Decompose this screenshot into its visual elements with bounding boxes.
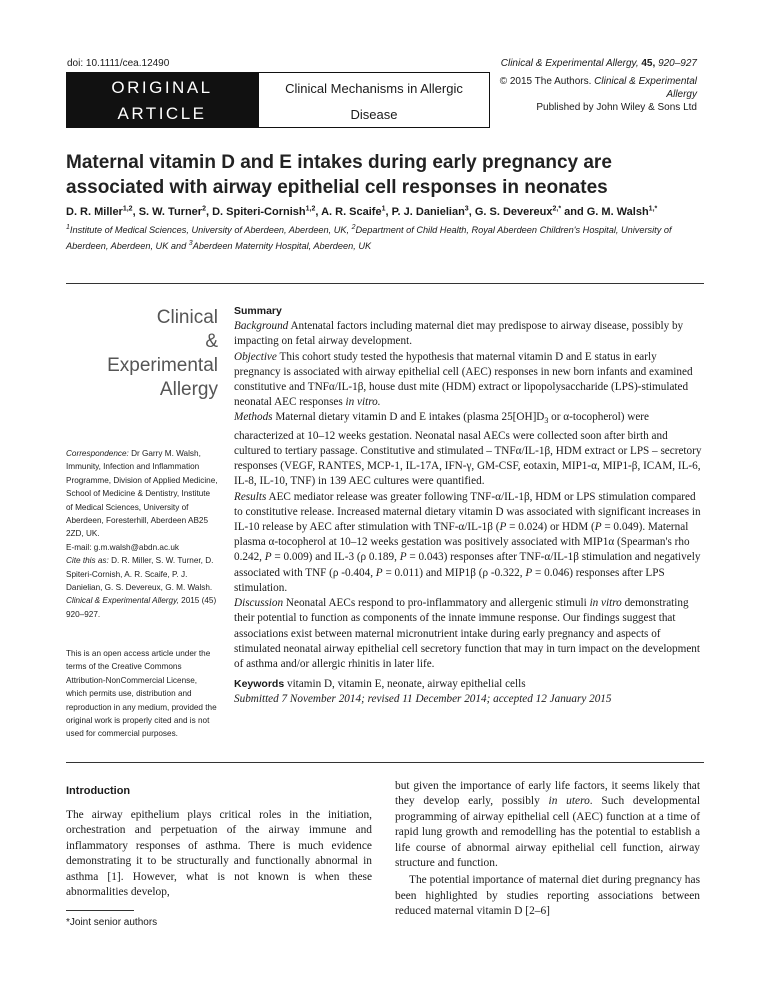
p-symbol: P [375,566,383,579]
section-badge [258,72,490,128]
summary-heading: Summary [234,305,282,317]
journal-volume: 45, [641,58,656,69]
author[interactable]: G. S. Devereux [474,206,553,218]
affil-sup: 3 [188,239,193,247]
affiliation: Department of Child Health, Royal Aberdeen Children's Hospital, University of Aberdeen, Aberdeen, UK and [66,225,672,251]
author-list: D. R. Miller$^{1,2}$, S. W. Turner$^2$, D. Spiteri-Cornish$^{1,2}$, A. R. Scaife$^1$, P. J. Danielian$^3$, G. S. Devereux$^{2,*}$ and G. M. Walsh$^{1,*}$ [66,205,658,218]
copyright-publisher: Published by John Wiley & Sons Ltd [536,102,697,113]
discussion-text: Neonatal AECs respond to pro-inflammatory and allergenic stimuli [285,597,587,610]
abstract-methods [234,410,704,489]
brand-line: Clinical [156,307,218,328]
brand-line: & [205,331,218,352]
journal-citation [501,58,697,69]
correspondence-email[interactable]: E-mail: g.m.walsh@abdn.ac.uk [66,542,179,552]
correspondence-text: Dr Garry M. Walsh, Immunity, Infection and Inflammation Programme, Division of Applied Medicine, School of Medicine & Dentistry, Institute of Medical Sciences, University of Aberdeen, Foresterhill, Aberdeen AB25 2ZD, UK. [66,449,218,539]
copyright-journal: Clinical & Experimental Allergy [594,76,697,100]
author[interactable]: D. Spiteri-Cornish [212,206,306,218]
author-sup: 2,* [552,205,562,213]
results-text: = 0.009) and IL-3 (ρ 0.189, [271,551,400,564]
author[interactable]: S. W. Turner [138,206,203,218]
journal-brand [66,306,218,402]
discussion-invitro: in vitro [589,597,622,610]
article-title: Maternal vitamin D and E intakes during early pregnancy are associated with airway epithelial cell responses in neonates [66,152,612,198]
results-text: = 0.046) responses after LPS stimulation. [234,566,665,594]
doi[interactable]: doi: 10.1111/cea.12490 [67,58,170,69]
author-sup: 3 [464,205,469,213]
open-access-notice: This is an open access article under the terms of the Creative Commons Attribution-NonCommercial License, which permits use, distribution and reproduction in any medium, provided the original work is properly cited and is not used for commercial purposes. [66,649,217,739]
article-type-line2: ARTICLE [117,104,207,123]
author-sup: 2 [202,205,206,213]
body-text: . Such developmental programming of airway epithelial cell (AEC) function at a time of rapid lung growth and remodelling has the potential to establish a life course of abnormal airway epithelial cell function, airway structure and function. [395,795,700,870]
methods-text-2: or α-tocopherol) were characterized at 10–12 weeks gestation. Neonatal nasal AECs were collected soon after birth and cultured to tertiary passage. Constitutive and stimulated – TNFα/IL-1β, HDM extract or LPS – secretory responses (VEGF, RANTES, MCP-1, IL-17A, IFN-γ, GM-CSF, eotaxin, MIP1-α, MIP1-β, ICAM, IL-6, IL-8, IL-10, TNF) in 139 AEC cultures were quantified. [234,411,702,488]
author-sup: 1 [381,205,386,213]
body-column-right [395,779,700,920]
affiliation: Institute of Medical Sciences, University of Aberdeen, Aberdeen, UK, [69,225,350,235]
cite-label: Cite this as: [66,556,109,566]
affil-sup: 2 [351,223,356,231]
results-text: = 0.024) or HDM ( [506,521,595,534]
results-text: = 0.049). Maternal plasma α-tocopherol at 10–12 weeks gestation was positively associated with MIP1α (Spearman's rho 0.242, [234,521,690,564]
section-heading-introduction: Introduction [66,785,131,797]
section-line1: Clinical Mechanisms in Allergic [285,81,463,96]
correspondence-label: Correspondence: [66,449,129,458]
brand-line: Experimental [107,355,218,376]
abstract-objective [234,350,704,411]
abstract [234,304,704,708]
copyright-line1: © 2015 The Authors. [499,76,592,87]
label-discussion: Discussion [234,597,284,610]
objective-text: This cohort study tested the hypothesis that maternal vitamin D and E status in early pregnancy is associated with airway epithelial cell (AEC) responses in new born infants and examined constitutive and TNFα/IL-1β, house dust mite (HDM) extract or lipopolysaccharide (LPS)-stimulated neonatal AEC responses [234,350,693,409]
body-paragraph [395,779,700,871]
body-paragraph: The potential importance of maternal diet during pregnancy has been highlighted by studies reporting associations between reduced maternal vitamin D [2–6] [395,874,700,918]
affiliation: Aberdeen Maternity Hospital, Aberdeen, UK [192,241,372,251]
body-paragraph: The airway epithelium plays critical roles in the initiation, orchestration and perpetuation of the airway immune and inflammatory responses of asthma. There is much evidence demonstrating it to be structurally and functionally abnormal in asthma [1]. However, what is not known is when these abnormalities develop, [66,809,372,899]
author-sup: 1,2 [122,205,133,213]
methods-text: Maternal dietary vitamin D and E intakes (plasma 25[OH]D [275,411,545,424]
keywords-label: Keywords [234,678,285,691]
objective-invitro: in vitro. [345,396,381,409]
author[interactable]: D. R. Miller [66,206,123,218]
cite-text: D. R. Miller, S. W. Turner, D. Spiteri-Cornish, A. R. Scaife, P. J. Danielian, G. S. Devereux, G. M. Walsh. [66,556,214,593]
correspondence [66,447,218,621]
p-symbol: P [525,566,533,579]
article-type-line1: ORIGINAL [111,78,213,97]
affil-sup: 1 [66,223,70,231]
cite-ref: 2015 (45) 920–927. [66,596,217,619]
label-methods: Methods [234,411,273,424]
discussion-text-2: demonstrating their potential to function as components of the innate immune response. Our findings suggest that associations exist between maternal micronutrient intake during early pregnancy and aspects of stimulated neonatal airway epithelial cell secretory function that may in turn impact on the development of asthma and/or allergic rhinitis in later life. [234,597,700,670]
submission-dates: Submitted 7 November 2014; revised 11 December 2014; accepted 12 January 2015 [234,693,612,706]
author-sup: 1,2 [305,205,316,213]
keywords-text: vitamin D, vitamin E, neonate, airway epithelial cells [286,678,526,691]
copyright-notice [497,75,697,114]
section-line2: Disease [350,107,398,122]
author[interactable]: G. M. Walsh [586,206,649,218]
journal-pages: 920–927 [658,58,697,69]
affiliations [66,222,706,254]
methods-sub: 3 [544,416,549,426]
background-text: Antenatal factors including maternal diet may predispose to airway disease, possibly by impacting on fetal airway development. [234,320,684,348]
label-objective: Objective [234,350,277,363]
label-background: Background [234,320,289,333]
p-symbol: P [399,551,407,564]
body-italic: in utero [548,795,590,808]
author[interactable]: P. J. Danielian [391,206,465,218]
journal-name: Clinical & Experimental Allergy, [500,58,639,69]
label-results: Results [234,490,267,503]
author[interactable]: A. R. Scaife [321,206,382,218]
cite-journal: Clinical & Experimental Allergy, [66,596,179,606]
keywords [234,677,704,692]
results-text: = 0.043) responses after TNF-α/IL-1β stimulation and negatively associated with TNF (ρ -0.404, [234,551,701,579]
footnote: *Joint senior authors [66,917,158,928]
article-type-badge [66,72,258,128]
body-column-left [66,808,372,900]
divider [66,283,704,284]
author-and: and [564,206,584,218]
author-sup: 1,* [648,205,658,213]
results-text: AEC mediator release was greater following TNF-α/IL-1β, HDM or LPS stimulation compared to constitutive release. Increased maternal dietary vitamin D was associated with significant increases in IL-10 release by AEC after stimulation with TNF-α/IL-1β ( [234,490,701,534]
body-text: but given the importance of early life factors, it seems likely that they develop early, possibly [395,780,700,808]
p-symbol: P [499,521,507,534]
abstract-background [234,319,704,349]
p-symbol: P [264,551,272,564]
brand-line: Allergy [159,379,218,400]
divider [66,762,704,763]
footnote-rule [66,910,134,911]
abstract-results [234,490,704,596]
abstract-discussion [234,596,704,672]
results-text: = 0.011) and MIP1β (ρ -0.322, [382,566,526,579]
p-symbol: P [594,521,602,534]
